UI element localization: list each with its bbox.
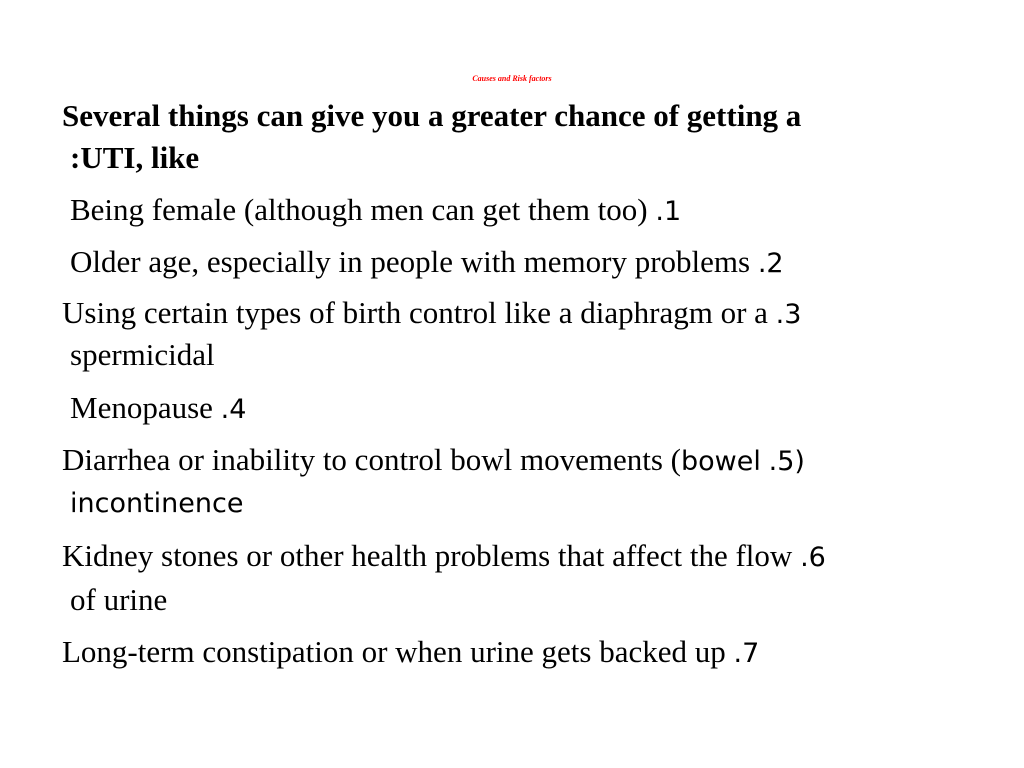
list-item-3 — [62, 295, 801, 333]
list-item-3-text: Using certain types of birth control like a diaphragm or a — [62, 295, 768, 330]
list-item-4-number: .4 — [220, 394, 247, 425]
list-item-5-tail: bowel — [681, 446, 761, 477]
list-item-7-number: .7 — [733, 638, 760, 669]
list-item-2-number: .2 — [757, 248, 784, 279]
slide-title: Causes and Risk factors — [472, 74, 552, 83]
list-item-6 — [62, 538, 826, 576]
list-item-2-text: Older age, especially in people with memory problems — [70, 244, 751, 279]
list-item-3-continuation: spermicidal — [70, 337, 215, 372]
list-item-1-text: Being female (although men can get them too) — [70, 192, 648, 227]
list-item-1 — [70, 192, 681, 230]
list-item-5-number: .5) — [768, 446, 805, 477]
intro-line-1: Several things can give you a greater chance of getting a — [62, 98, 802, 133]
list-item-7 — [62, 634, 759, 672]
list-item-6-text: Kidney stones or other health problems that affect the flow — [62, 538, 793, 573]
list-item-5-continuation: incontinence — [70, 488, 244, 519]
list-item-3-number: .3 — [775, 299, 802, 330]
list-item-7-text: Long-term constipation or when urine gets backed up — [62, 634, 726, 669]
list-item-1-number: .1 — [655, 196, 682, 227]
list-item-5-text: Diarrhea or inability to control bowl movements ( — [62, 442, 681, 477]
list-item-6-number: .6 — [800, 542, 826, 573]
list-item-5 — [62, 442, 805, 480]
list-item-2 — [70, 244, 784, 282]
intro-line-2: :UTI, like — [70, 140, 200, 175]
list-item-6-continuation: of urine — [70, 582, 168, 617]
list-item-4-text: Menopause — [70, 390, 213, 425]
list-item-4 — [70, 390, 246, 428]
